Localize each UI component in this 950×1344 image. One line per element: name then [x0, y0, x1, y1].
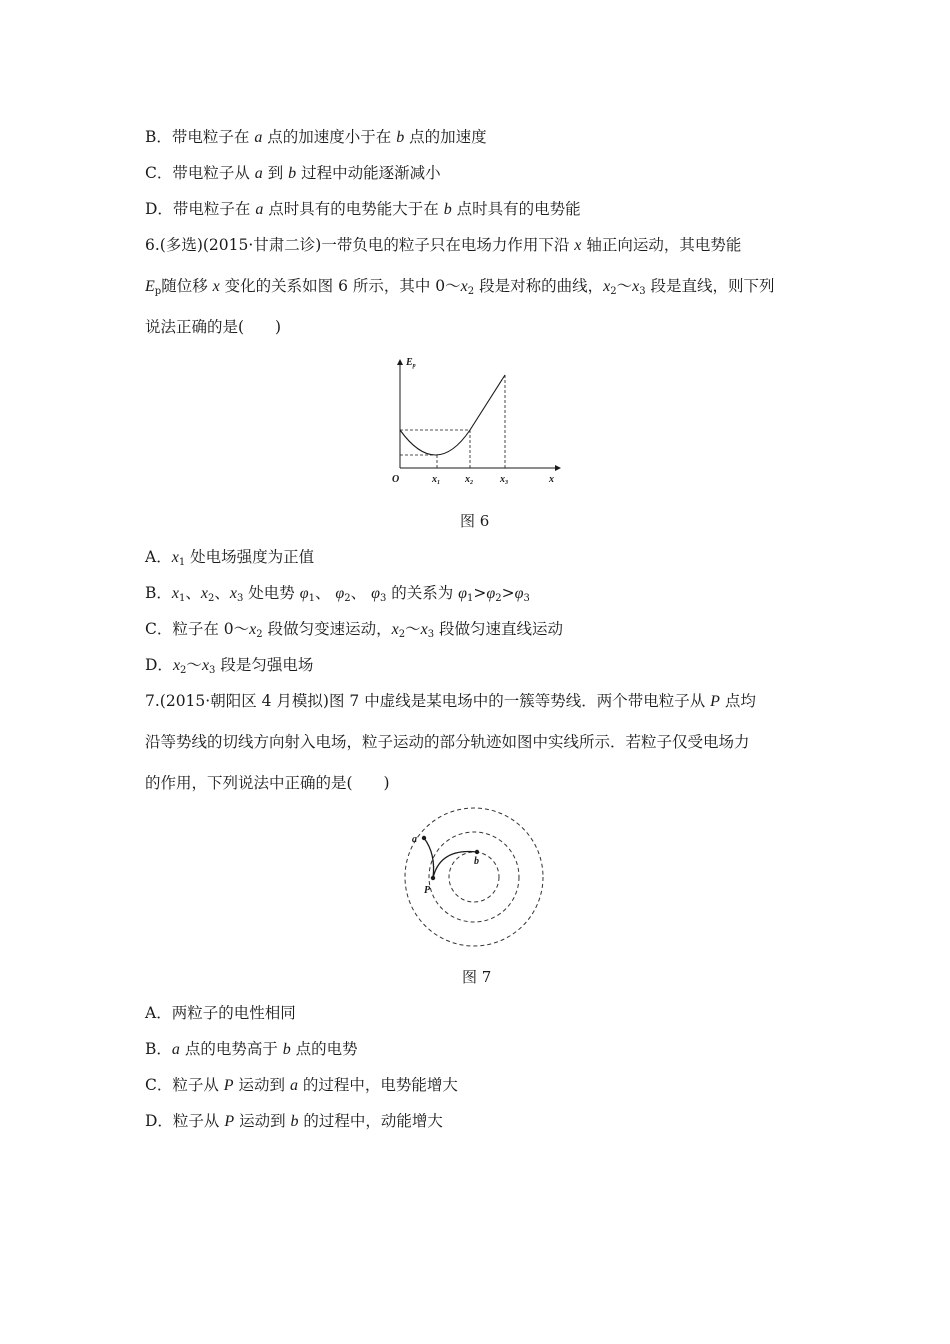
q6-stem-line-3: 说法正确的是( ) [145, 318, 282, 336]
x3-tick-label: $x_3$ [500, 474, 508, 486]
q6-option-d: D．$x_2\sim x_3$ 段是匀强电场 [145, 656, 314, 676]
q6-option-b: B．$x_1$、$x_2$、$x_3$ 处电势 $\varphi_1$、 $\varphi_2$、 $\varphi_3$ 的关系为 $\varphi_1>\varphi_2>\varphi_3$ [145, 584, 530, 604]
q7-stem-line-3: 的作用，下列说法中正确的是( ) [145, 774, 390, 792]
y-axis-label: $E_p$ [406, 357, 416, 369]
figure-7-caption: 图 7 [462, 968, 492, 986]
point-b-dot [475, 850, 479, 854]
point-p-label: P [424, 885, 431, 896]
figure-7-equipotential-diagram [400, 805, 560, 955]
q7-option-c: C．粒子从 P 运动到 a 的过程中，电势能增大 [145, 1076, 458, 1094]
q6-stem-line-2: $E_p$随位移 x 变化的关系如图 6 所示，其中 $0\sim x_2$ 段是对称的曲线，$x_2\sim x_3$ 段是直线，则下列 [145, 277, 775, 297]
point-a-label: a [412, 834, 417, 845]
x2-tick-label: $x_2$ [465, 474, 473, 486]
q7-option-b: B．a 点的电势高于 b 点的电势 [145, 1040, 358, 1058]
q5-option-d: D．带电粒子在 a 点时具有的电势能大于在 b 点时具有的电势能 [145, 200, 581, 218]
x1-tick-label: $x_1$ [432, 474, 440, 486]
figure-6-caption: 图 6 [460, 512, 490, 530]
q6-option-c: C．粒子在 $0\sim x_2$ 段做匀变速运动，$x_2\sim x_3$ 段做匀速直线运动 [145, 620, 563, 640]
q6-option-a: A．$x_1$ 处电场强度为正值 [145, 548, 315, 568]
q7-stem-line-1: 7.(2015·朝阳区 4 月模拟)图 7 中虚线是某电场中的一簇等势线．两个带电粒子从 P 点均 [145, 692, 756, 710]
q5-option-b: B．带电粒子在 a 点的加速度小于在 b 点的加速度 [145, 128, 487, 146]
point-p-dot [431, 876, 435, 880]
point-b-label: b [474, 856, 479, 867]
ep-curve [400, 375, 505, 455]
equipotential-middle [429, 832, 519, 922]
q6-stem-line-1: 6.(多选)(2015·甘肃二诊)一带负电的粒子只在电场力作用下沿 x 轴正向运动，其电势能 [145, 236, 742, 254]
point-a-dot [422, 836, 426, 840]
trajectory-p-to-b [433, 852, 477, 878]
figure-6-ep-graph [380, 352, 570, 492]
q7-option-d: D．粒子从 P 运动到 b 的过程中，动能增大 [145, 1112, 443, 1130]
x-axis-label: x [549, 474, 554, 485]
q7-stem-line-2: 沿等势线的切线方向射入电场，粒子运动的部分轨迹如图中实线所示．若粒子仅受电场力 [145, 733, 750, 751]
trajectory-p-to-a [424, 838, 434, 878]
origin-label: O [392, 474, 400, 485]
equipotential-outer [405, 808, 543, 946]
q5-option-c: C．带电粒子从 a 到 b 过程中动能逐渐减小 [145, 164, 441, 182]
q7-option-a: A．两粒子的电性相同 [145, 1004, 296, 1022]
